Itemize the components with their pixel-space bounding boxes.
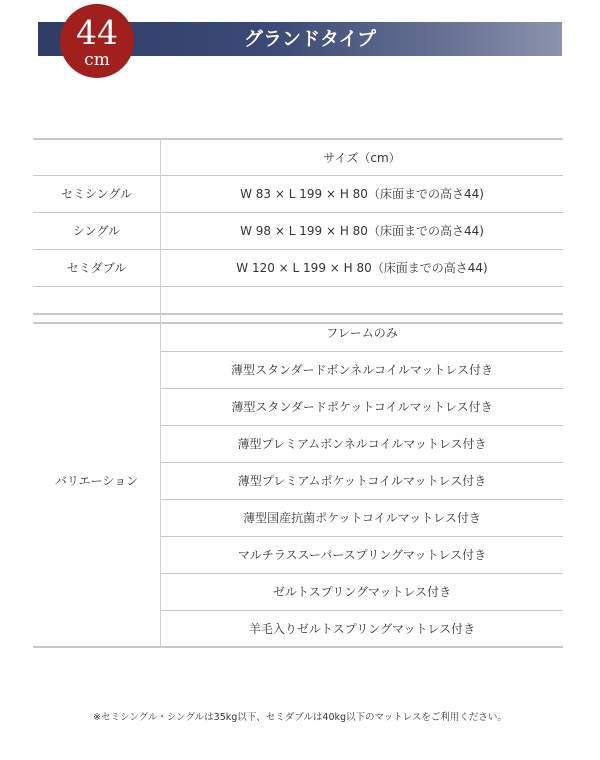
variation-label: バリエーション [33, 314, 161, 647]
variation-item: 薄型プレミアムボンネルコイルマットレス付き [161, 425, 564, 462]
variation-row [33, 314, 563, 351]
height-badge [60, 4, 134, 78]
size-header-row [33, 139, 563, 175]
variation-item: ゼルトスプリングマットレス付き [161, 573, 564, 610]
size-row-value: W 120 × L 199 × H 80（床面までの高さ44) [161, 249, 564, 286]
size-row-label: セミダブル [33, 249, 161, 286]
variation-item: 薄型スタンダードボンネルコイルマットレス付き [161, 351, 564, 388]
variation-item: フレームのみ [326, 326, 398, 341]
size-row [33, 212, 563, 249]
size-row [33, 175, 563, 212]
badge-unit: cm [84, 50, 110, 70]
size-table [33, 138, 563, 324]
size-row-value: W 83 × L 199 × H 80（床面までの高さ44) [161, 175, 564, 212]
footnote: ※セミシングル・シングルは35kg以下、セミダブルは40kg以下のマットレスをご利用ください。 [93, 712, 507, 723]
size-header-label-empty [33, 139, 161, 175]
variation-item: 薄型プレミアムポケットコイルマットレス付き [161, 462, 564, 499]
variation-item: マルチラススーパースプリングマットレス付き [161, 536, 564, 573]
size-row [33, 249, 563, 286]
variation-item: 薄型スタンダードポケットコイルマットレス付き [161, 388, 564, 425]
size-row-label: セミシングル [33, 175, 161, 212]
badge-number: 44 [76, 13, 118, 52]
size-header: サイズ（cm） [323, 150, 401, 165]
variation-table [33, 313, 563, 648]
variation-item: 羊毛入りゼルトスプリングマットレス付き [161, 610, 564, 647]
banner-title: グランドタイプ [243, 28, 377, 50]
size-row-label: シングル [33, 212, 161, 249]
variation-item: 薄型国産抗菌ポケットコイルマットレス付き [161, 499, 564, 536]
size-row-value: W 98 × L 199 × H 80（床面までの高さ44) [161, 212, 564, 249]
